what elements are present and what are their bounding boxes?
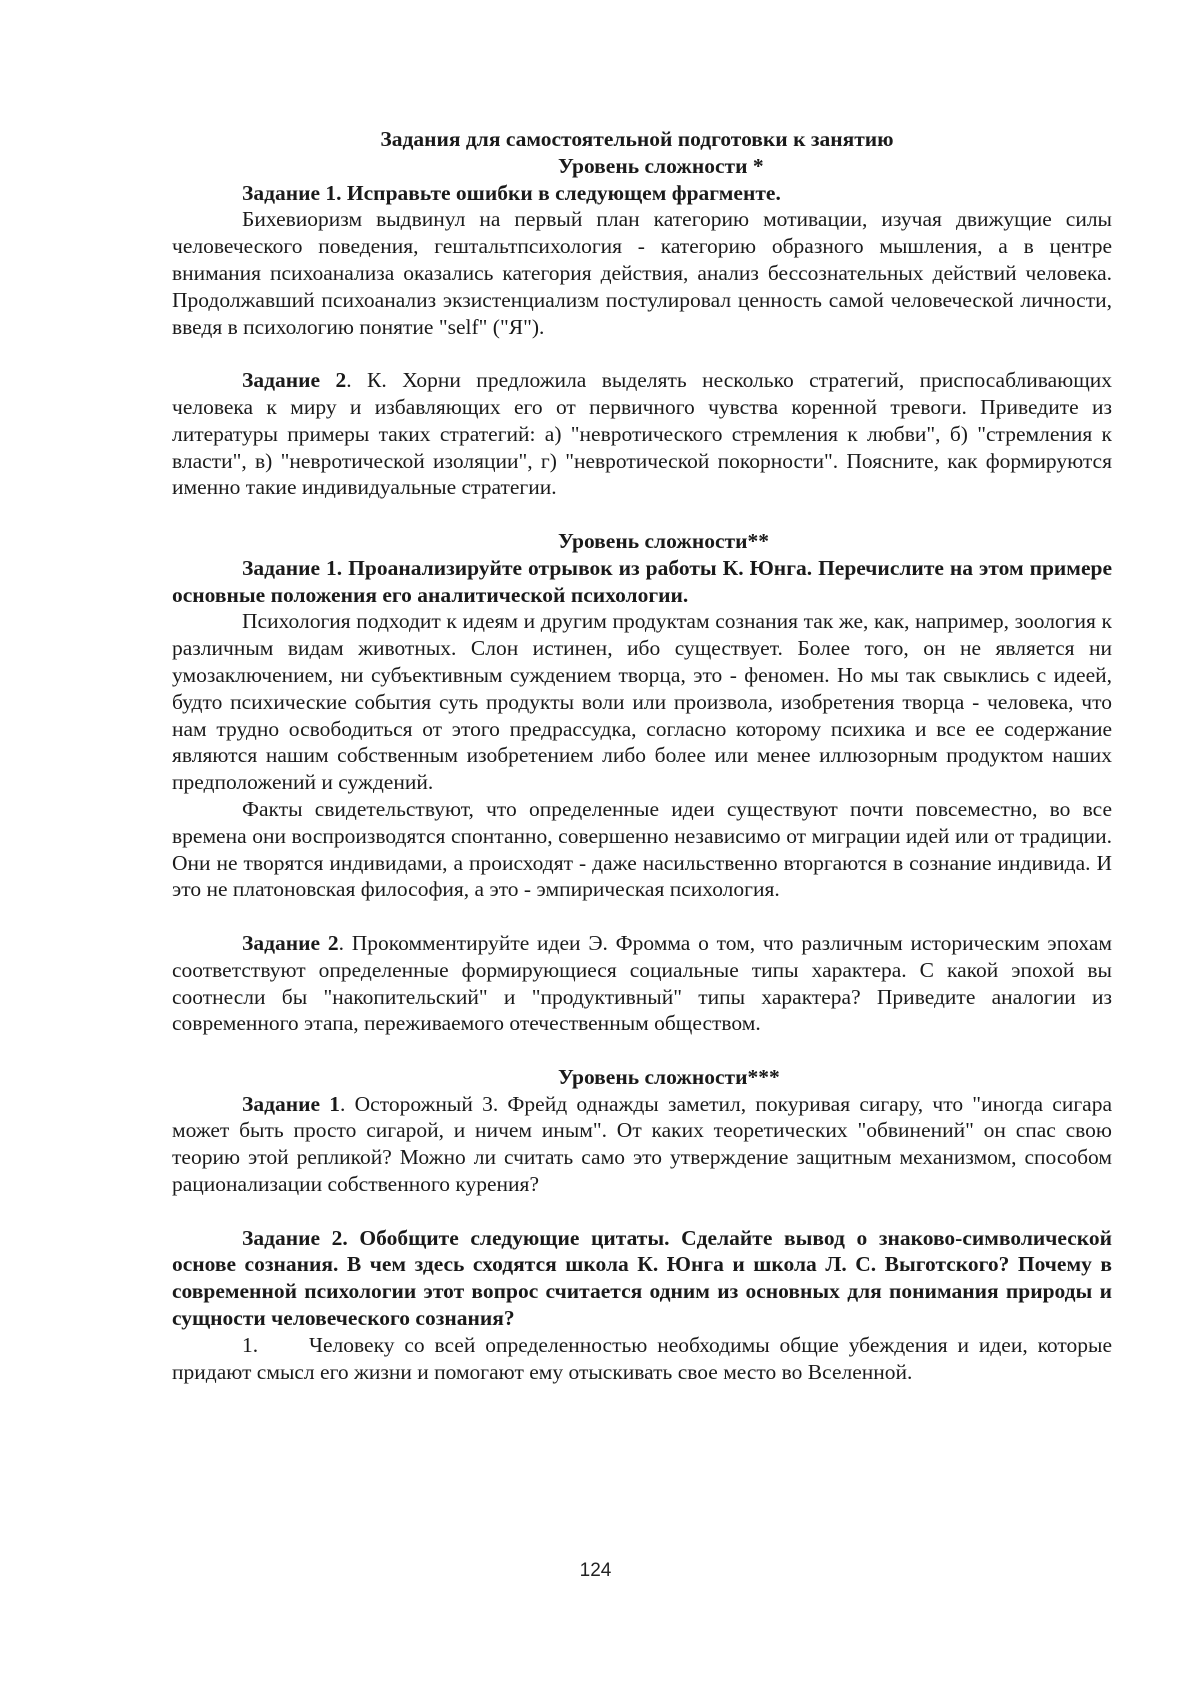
level3-task2-label: Задание 2 [242,1225,343,1250]
document-page [172,126,1112,1385]
spacer [172,1198,1112,1225]
level3-task1-label: Задание 1 [242,1091,341,1116]
level-heading-2: Уровень сложности** [558,528,770,553]
document-title: Задания для самостоятельной подготовки к занятию [380,127,894,151]
spacer [172,501,1112,528]
spacer [172,1037,1112,1064]
spacer [172,340,1112,367]
level2-task1-paragraph-2: Факты свидетельствуют, что определенные идеи существуют почти повсеместно, во все времена они воспроизводятся спонтанно, совершенно независимо от миграции идей или от традиции. Они не творятся индивидами, а происходят - даже насильственно вторгаются в сознание индивида. И это не платоновская философия, а это - эмпирическая психология. [172,796,1112,902]
quote-text: Человеку со всей определенностью необходимы общие убеждения и идеи, которые придают смысл его жизни и помогают ему отыскивать свое место во Вселенной. [172,1332,1112,1384]
level1-task1-heading: Задание 1. Исправьте ошибки в следующем фрагменте. [242,180,781,205]
level1-task2-label: Задание 2 [242,368,347,393]
level3-task2-heading-text: . Обобщите следующие цитаты. Сделайте вывод о знаково-символической основе сознания. В чем здесь сходятся школа К. Юнга и школа Л. С. Выготского? Почему в современной психологии этот вопрос считается одним из основных для понимания природы и сущности человеческого сознания? [172,1225,1113,1331]
level-heading-3: Уровень сложности*** [558,1064,780,1089]
level3-task1-text: . Осторожный 3. Фрейд однажды заметил, покуривая сигару, что "иногда сигара может быть просто сигарой, и ничем иным". От каких теоретических "обвинений" он спас свою теорию этой репликой? Можно ли считать само это утверждение защитным механизмом, способом рационализации собственного курения? [172,1091,1112,1197]
level2-task2-text: . Прокомментируйте идеи Э. Фромма о том, что различным историческим эпохам соответствуют определенные формирующиеся социальные типы характера. С какой эпохой вы соотнесли бы "накопительский" и "продуктивный" типы характера? Приведите аналогии из современного этапа, переживаемого отечественным обществом. [172,930,1112,1036]
quote-number: 1. [242,1332,259,1357]
level2-task1-paragraph-1: Психология подходит к идеям и другим продуктам сознания так же, как, например, зоология к различным видам животных. Слон истинен, ибо существует. Более того, он не является ни умозаключением, ни субъективным суждением творца, это - феномен. Но мы так свыклись с идеей, будто психические события суть продукты воли или произвола, изобретения творца - человека, что нам трудно освободиться от этого предрассудка, согласно которому психика и все ее содержание являются нашим собственным изобретением либо более или менее иллюзорным продуктом наших предположений и суждений. [172,609,1112,795]
level1-task1-text: Бихевиоризм выдвинул на первый план категорию мотивации, изучая движущие силы человеческого поведения, гештальтпсихология - категорию образного мышления, а в центре внимания психоанализа оказались категория действия, анализ бессознательных действий человека. Продолжавший психоанализ экзистенциализм постулировал ценность самой человеческой личности, введя в психологию понятие "self" ("Я"). [172,207,1112,339]
level1-task2-text: . К. Хорни предложила выделять несколько стратегий, приспосабливающих человека к миру и избавляющих его от первичного чувства коренной тревоги. Приведите из литературы примеры таких стратегий: а) "невротического стремления к любви", б) "стремления к власти", в) "невротической изоляции", г) "невротической покорности". Поясните, как формируются именно такие индивидуальные стратегии. [172,368,1113,500]
spacer [172,903,1112,930]
level2-task2-label: Задание 2 [242,930,339,955]
quote-list-item [172,1332,1112,1386]
page-number: 124 [579,1560,612,1581]
level2-task2 [172,930,1112,1037]
level2-task1-heading: Задание 1. Проанализируйте отрывок из работы К. Юнга. Перечислите на этом примере основные положения его аналитической психологии. [172,555,1112,607]
level1-task2 [172,367,1112,501]
level3-task1 [172,1091,1112,1198]
level-heading-1: Уровень сложности * [558,153,764,178]
level3-task2-heading [172,1225,1112,1332]
